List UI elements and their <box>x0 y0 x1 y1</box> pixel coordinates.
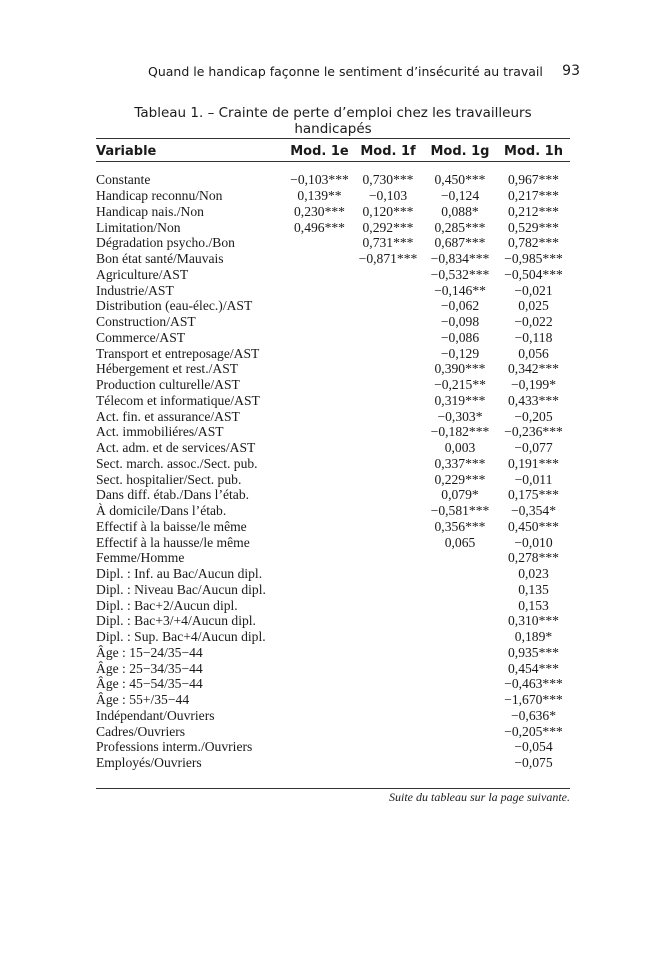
mod-1f-cell <box>353 629 423 645</box>
mod-1h-cell: 0,454*** <box>508 660 559 676</box>
column-header-mod-1e: Mod. 1e <box>290 144 349 159</box>
mod-1h-cell: 0,212*** <box>508 203 559 219</box>
mod-1e-cell: 0,230*** <box>294 203 345 219</box>
mod-1g-cell: −0,146** <box>434 282 486 298</box>
mod-1g-cell: 0,285*** <box>434 219 486 235</box>
mod-1g-cell: 0,079* <box>441 487 479 503</box>
mod-1e-cell <box>286 739 353 755</box>
mod-1f-cell: −0,871*** <box>358 251 418 267</box>
mod-1e-cell <box>286 597 353 613</box>
table-row <box>96 267 570 283</box>
mod-1e-cell <box>286 566 353 582</box>
mod-1g-cell: −0,098 <box>440 314 480 330</box>
variable-cell: Dipl. : Sup. Bac+4/Aucun dipl. <box>96 629 266 645</box>
mod-1h-cell: −0,985*** <box>504 251 563 267</box>
mod-1f-cell <box>353 739 423 755</box>
mod-1h-cell: −0,504*** <box>504 266 563 282</box>
table-row <box>96 440 570 456</box>
table-row <box>96 361 570 377</box>
variable-cell: Handicap nais./Non <box>96 203 204 219</box>
mod-1e-cell <box>286 314 353 330</box>
mod-1g-cell: −0,086 <box>440 329 480 345</box>
mod-1g-cell: 0,337*** <box>434 455 486 471</box>
table-header-row <box>96 143 570 160</box>
mod-1h-cell: 0,175*** <box>508 487 559 503</box>
table-row <box>96 503 570 519</box>
mod-1h-cell: 0,529*** <box>508 219 559 235</box>
table-row <box>96 188 570 204</box>
mod-1h-cell: 0,433*** <box>508 392 559 408</box>
mod-1h-cell: 0,056 <box>518 345 549 361</box>
mod-1g-cell: −0,834*** <box>430 251 490 267</box>
mod-1f-cell <box>353 330 423 346</box>
mod-1h-cell: 0,450*** <box>508 518 559 534</box>
mod-1h-cell: −0,205 <box>514 408 553 424</box>
mod-1h-cell: −0,010 <box>514 534 553 550</box>
mod-1g-cell: 0,229*** <box>434 471 486 487</box>
variable-cell: Production culturelle/AST <box>96 377 240 393</box>
table-row <box>96 519 570 535</box>
mod-1h-cell: −0,022 <box>514 314 553 330</box>
variable-cell: Sect. march. assoc./Sect. pub. <box>96 455 258 471</box>
mod-1h-cell: −0,118 <box>514 329 553 345</box>
variable-cell: Act. adm. et de services/AST <box>96 440 256 456</box>
mod-1f-cell: 0,292*** <box>362 219 414 235</box>
mod-1f-cell <box>353 456 423 472</box>
mod-1f-cell <box>353 424 423 440</box>
table-row <box>96 708 570 724</box>
mod-1h-cell: −0,021 <box>514 282 553 298</box>
mod-1h-cell: 0,191*** <box>508 455 559 471</box>
mod-1h-cell: −0,236*** <box>504 424 563 440</box>
mod-1g-cell: 0,003 <box>444 440 476 456</box>
variable-cell: Dégradation psycho./Bon <box>96 235 235 251</box>
mod-1f-cell <box>353 267 423 283</box>
variable-cell: Dipl. : Bac+3/+4/Aucun dipl. <box>96 613 256 629</box>
mod-1e-cell <box>286 424 353 440</box>
table-row <box>96 204 570 220</box>
mod-1g-cell <box>423 582 497 598</box>
mod-1h-cell: 0,025 <box>518 298 549 314</box>
table-row <box>96 534 570 550</box>
mod-1g-cell: −0,303* <box>437 408 483 424</box>
mod-1g-cell <box>423 739 497 755</box>
mod-1e-cell <box>286 408 353 424</box>
mod-1e-cell <box>286 440 353 456</box>
mod-1f-cell: 0,731*** <box>362 235 414 251</box>
variable-cell: Handicap reconnu/Non <box>96 188 223 204</box>
mod-1g-cell <box>423 550 497 566</box>
mod-1g-cell <box>423 566 497 582</box>
table-row <box>96 597 570 613</box>
mod-1e-cell <box>286 235 353 251</box>
mod-1e-cell <box>286 251 353 267</box>
mod-1f-cell: 0,730*** <box>362 172 414 188</box>
mod-1h-cell: −0,463*** <box>504 676 563 692</box>
table-row <box>96 582 570 598</box>
mod-1e-cell <box>286 645 353 661</box>
mod-1f-cell <box>353 361 423 377</box>
mod-1h-cell: 0,189* <box>514 629 553 645</box>
mod-1f-cell <box>353 597 423 613</box>
mod-1f-cell <box>353 692 423 708</box>
table-row <box>96 550 570 566</box>
mod-1f-cell <box>353 345 423 361</box>
column-header-mod-1g: Mod. 1g <box>430 144 490 159</box>
mod-1g-cell <box>423 708 497 724</box>
mod-1f-cell <box>353 377 423 393</box>
variable-cell: Construction/AST <box>96 314 196 330</box>
mod-1e-cell <box>286 377 353 393</box>
table-row <box>96 613 570 629</box>
mod-1e-cell <box>286 723 353 739</box>
mod-1e-cell: −0,103*** <box>290 172 349 188</box>
mod-1e-cell <box>286 298 353 314</box>
mod-1e-cell <box>286 471 353 487</box>
mod-1e-cell: 0,496*** <box>294 219 345 235</box>
column-header-variable: Variable <box>96 144 157 159</box>
mod-1f-cell <box>353 282 423 298</box>
mod-1g-cell: 0,687*** <box>434 235 486 251</box>
mod-1e-cell <box>286 582 353 598</box>
table-row <box>96 723 570 739</box>
mod-1e-cell <box>286 534 353 550</box>
top-rule <box>96 138 570 139</box>
mod-1f-cell: −0,103 <box>368 188 408 204</box>
mod-1h-cell: 0,278*** <box>508 550 559 566</box>
table-row <box>96 676 570 692</box>
column-header-mod-1h: Mod. 1h <box>504 144 563 159</box>
mod-1f-cell <box>353 660 423 676</box>
table-row <box>96 408 570 424</box>
variable-cell: Distribution (eau-élec.)/AST <box>96 298 253 314</box>
mod-1f-cell <box>353 645 423 661</box>
mod-1e-cell <box>286 613 353 629</box>
mod-1e-cell <box>286 629 353 645</box>
header-spacer <box>96 160 570 172</box>
mod-1h-cell: −0,054 <box>514 739 553 755</box>
mod-1f-cell <box>353 314 423 330</box>
mod-1h-cell: 0,217*** <box>508 188 559 204</box>
mod-1g-cell <box>423 660 497 676</box>
mod-1f-cell <box>353 393 423 409</box>
table-row <box>96 314 570 330</box>
mod-1h-cell: 0,310*** <box>508 613 559 629</box>
variable-cell: Act. immobiliéres/AST <box>96 424 224 440</box>
variable-cell: Effectif à la baisse/le même <box>96 518 247 534</box>
variable-cell: Hébergement et rest./AST <box>96 361 239 377</box>
table-row <box>96 645 570 661</box>
variable-cell: Effectif à la hausse/le même <box>96 534 250 550</box>
mod-1f-cell <box>353 503 423 519</box>
variable-cell: Agriculture/AST <box>96 266 189 282</box>
table-row <box>96 235 570 251</box>
mod-1g-cell: 0,319*** <box>434 392 486 408</box>
table-row <box>96 424 570 440</box>
mod-1h-cell: −1,670*** <box>504 692 563 708</box>
mod-1f-cell <box>353 708 423 724</box>
mod-1h-cell: 0,023 <box>518 566 549 582</box>
variable-cell: À domicile/Dans l’étab. <box>96 503 227 519</box>
table-row <box>96 629 570 645</box>
table-row <box>96 377 570 393</box>
mod-1f-cell <box>353 723 423 739</box>
mod-1f-cell <box>353 408 423 424</box>
variable-cell: Commerce/AST <box>96 329 186 345</box>
variable-cell: Indépendant/Ouvriers <box>96 707 215 723</box>
mod-1g-cell: −0,182*** <box>430 424 490 440</box>
table-row <box>96 219 570 235</box>
mod-1h-cell: 0,967*** <box>508 172 559 188</box>
mod-1g-cell <box>423 692 497 708</box>
mod-1f-cell <box>353 519 423 535</box>
mod-1f-cell <box>353 613 423 629</box>
mod-1e-cell <box>286 456 353 472</box>
variable-cell: Bon état santé/Mauvais <box>96 251 224 267</box>
table-caption: Tableau 1. – Crainte de perte d’emploi chez les travailleurs handicapés <box>134 105 532 137</box>
variable-cell: Âge : 15−24/35−44 <box>96 644 203 660</box>
variable-cell: Employés/Ouvriers <box>96 755 202 771</box>
mod-1g-cell <box>423 755 497 771</box>
mod-1f-cell <box>353 550 423 566</box>
mod-1g-cell: 0,088* <box>441 203 479 219</box>
variable-cell: Âge : 45−54/35−44 <box>96 676 203 692</box>
variable-cell: Constante <box>96 172 151 188</box>
variable-cell: Sect. hospitalier/Sect. pub. <box>96 471 242 487</box>
mod-1f-cell <box>353 298 423 314</box>
variable-cell: Âge : 55+/35−44 <box>96 692 190 708</box>
table-row <box>96 251 570 267</box>
variable-cell: Dipl. : Inf. au Bac/Aucun dipl. <box>96 566 263 582</box>
mod-1g-cell <box>423 723 497 739</box>
mod-1e-cell <box>286 519 353 535</box>
variable-cell: Âge : 25−34/35−44 <box>96 660 203 676</box>
mod-1g-cell: −0,129 <box>440 345 480 361</box>
table-row <box>96 566 570 582</box>
table-row <box>96 755 570 771</box>
mod-1f-cell <box>353 566 423 582</box>
table-row <box>96 298 570 314</box>
mod-1e-cell <box>286 393 353 409</box>
mod-1f-cell <box>353 471 423 487</box>
variable-cell: Industrie/AST <box>96 282 174 298</box>
page-number: 93 <box>562 63 580 79</box>
running-title: Quand le handicap façonne le sentiment d’insécurité au travail <box>148 64 543 79</box>
mod-1h-cell: 0,153 <box>518 597 549 613</box>
column-header-mod-1f: Mod. 1f <box>360 144 416 159</box>
mod-1h-cell: 0,342*** <box>508 361 559 377</box>
mod-1g-cell: −0,532*** <box>430 266 490 282</box>
mod-1g-cell: −0,581*** <box>430 503 490 519</box>
variable-cell: Act. fin. et assurance/AST <box>96 408 240 424</box>
mod-1g-cell: −0,124 <box>440 188 480 204</box>
variable-cell: Dipl. : Bac+2/Aucun dipl. <box>96 597 238 613</box>
mod-1e-cell: 0,139** <box>297 188 342 204</box>
variable-cell: Transport et entreposage/AST <box>96 345 260 361</box>
variable-cell: Dans diff. étab./Dans l’étab. <box>96 487 250 503</box>
mod-1e-cell <box>286 282 353 298</box>
mod-1g-cell <box>423 645 497 661</box>
table-row <box>96 330 570 346</box>
mod-1h-cell: −0,354* <box>510 503 557 519</box>
mod-1g-cell <box>423 629 497 645</box>
mod-1h-cell: 0,782*** <box>508 235 559 251</box>
mod-1e-cell <box>286 361 353 377</box>
mod-1g-cell: −0,062 <box>440 298 480 314</box>
mod-1e-cell <box>286 755 353 771</box>
mod-1g-cell <box>423 597 497 613</box>
mod-1g-cell <box>423 613 497 629</box>
variable-cell: Cadres/Ouvriers <box>96 723 186 739</box>
variable-cell: Télecom et informatique/AST <box>96 392 260 408</box>
mod-1h-cell: −0,636* <box>510 707 557 723</box>
mod-1f-cell <box>353 534 423 550</box>
mod-1h-cell: 0,135 <box>518 581 549 597</box>
mod-1f-cell <box>353 755 423 771</box>
mod-1e-cell <box>286 487 353 503</box>
mod-1g-cell: 0,390*** <box>434 361 486 377</box>
variable-cell: Limitation/Non <box>96 219 181 235</box>
table-row <box>96 393 570 409</box>
mod-1g-cell <box>423 676 497 692</box>
mod-1h-cell: −0,011 <box>514 471 553 487</box>
mod-1e-cell <box>286 676 353 692</box>
mod-1e-cell <box>286 660 353 676</box>
regression-table <box>96 143 570 771</box>
table-row <box>96 692 570 708</box>
mod-1e-cell <box>286 692 353 708</box>
mod-1e-cell <box>286 550 353 566</box>
mod-1g-cell: −0,215** <box>434 377 486 393</box>
mod-1h-cell: −0,199* <box>510 377 557 393</box>
mod-1h-cell: −0,205*** <box>504 723 563 739</box>
mod-1e-cell <box>286 708 353 724</box>
table-row <box>96 456 570 472</box>
mod-1f-cell <box>353 440 423 456</box>
mod-1g-cell: 0,065 <box>444 534 476 550</box>
mod-1e-cell <box>286 267 353 283</box>
mod-1f-cell <box>353 582 423 598</box>
table-row <box>96 282 570 298</box>
variable-cell: Professions interm./Ouvriers <box>96 739 253 755</box>
mod-1f-cell: 0,120*** <box>362 203 414 219</box>
table-row <box>96 660 570 676</box>
mod-1e-cell <box>286 345 353 361</box>
table-row <box>96 739 570 755</box>
variable-cell: Dipl. : Niveau Bac/Aucun dipl. <box>96 581 266 597</box>
table-row <box>96 487 570 503</box>
table-row <box>96 471 570 487</box>
mod-1g-cell: 0,450*** <box>434 172 486 188</box>
mod-1f-cell <box>353 487 423 503</box>
mod-1h-cell: −0,077 <box>514 440 553 456</box>
mod-1e-cell <box>286 330 353 346</box>
mod-1h-cell: 0,935*** <box>508 644 559 660</box>
mod-1g-cell: 0,356*** <box>434 518 486 534</box>
table-row <box>96 172 570 188</box>
mod-1e-cell <box>286 503 353 519</box>
mod-1f-cell <box>353 676 423 692</box>
mod-1h-cell: −0,075 <box>514 755 553 771</box>
continuation-note: Suite du tableau sur la page suivante. <box>389 790 570 804</box>
table-row <box>96 345 570 361</box>
variable-cell: Femme/Homme <box>96 550 185 566</box>
